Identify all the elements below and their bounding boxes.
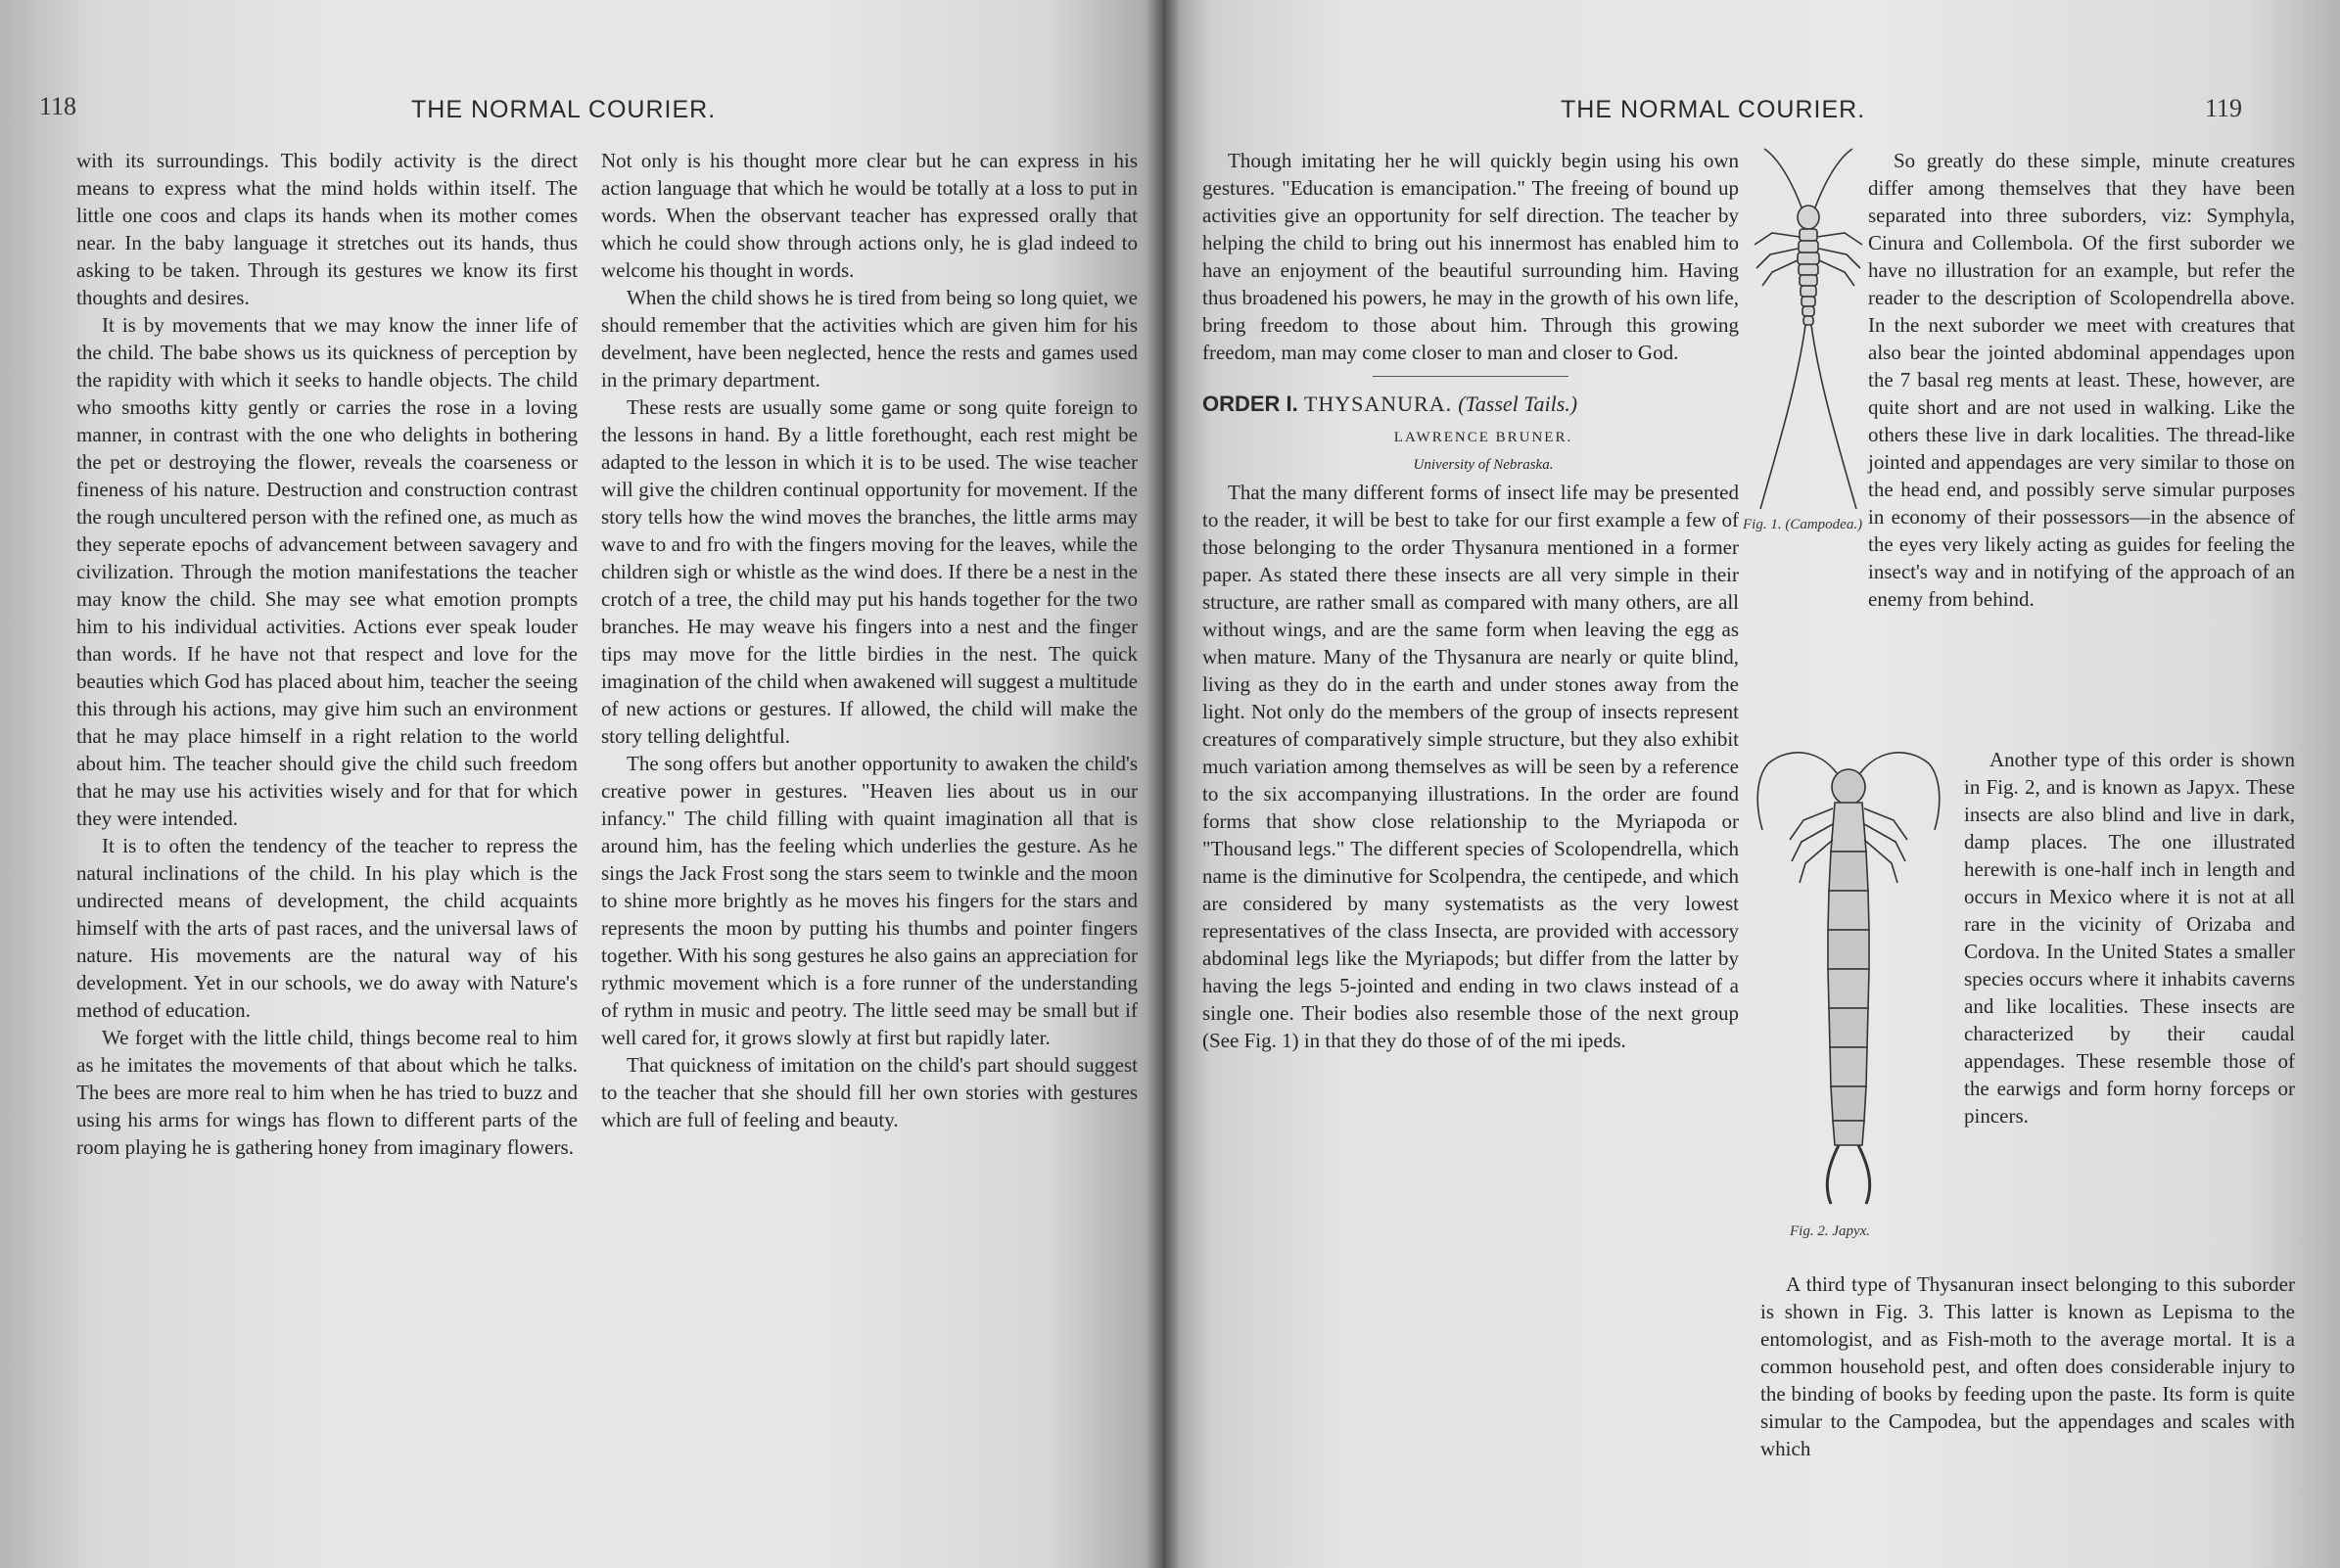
japyx-illustration	[1751, 744, 1946, 1233]
page-number: 118	[39, 92, 77, 120]
left-page	[0, 0, 1163, 1568]
right-column-2-mid	[1964, 746, 2295, 1130]
left-column-1	[76, 147, 578, 1161]
article-common-name: (Tassel Tails.)	[1458, 392, 1578, 416]
paragraph: We forget with the little child, things become real to him as he imitates the movements of that about which he talks. The bees are more real to him when he has tried to buzz and using his arms for wings has flown to different parts of the room playing he is gathering honey from imaginary flowers.	[76, 1026, 578, 1159]
campodea-illustration	[1751, 147, 1868, 519]
figure-1-caption: Fig. 1. (Campodea.)	[1743, 517, 1863, 532]
paragraph: Another type of this order is shown in Fig. 2, and is known as Japyx. These insects are also blind and live in dark, damp places. The one illustrated herewith is one-half inch in length and occurs in Mexico where it is not at all rare in the vicinity of Orizaba and Cordova. In the United States a smaller species occurs where it inhabits caverns and like localities. These insects are characterized by their caudal appendages. These resemble those of the earwigs and form horny forceps or pincers.	[1964, 748, 2295, 1128]
paragraph: That the many different forms of insect life may be presented to the reader, it will be best to take for our first example a few of those belonging to the order Thysanura mentioned in a former paper. As stated there these insects are all very simple in their structure, are rather small as compared with many others, are all without wings, and are the same form when leaving the egg as when mature. Many of the Thysanura are nearly or quite blind, living as they do in the earth and under stones away from the light. Not only do the members of the group of insects represent creatures of comparatively simple structure, but they also exhibit much variation among themselves as will be seen by a reference to the six accompanying illustrations. In the order are found forms that show close relationship to the Myriapoda or "Thousand legs." The different species of Scolopendrella, which name is the diminutive for Scolpendra, the centipede, and which are considered by many systematists as the very lowest representatives of the class Insecta, are provided with accessory abdominal legs like the Myriapods; but differ from the latter by having the legs 5-jointed and ending in two claws instead of a single one. Their bodies also resemble those of the next group (See Fig. 1) in that they do those of of the mi ipeds.	[1202, 481, 1739, 1052]
paragraph: So greatly do these simple, minute creatures differ among themselves that they have been separated into three suborders, viz: Symphyla, Cinura and Collembola. Of the first suborder we have no illustration for an example, but refer the reader to the description of Scolopendrella above. In the next suborder we meet with creatures that also bear the jointed abdominal appendages upon the 7 basal reg ments at least. These, however, are quite short and are not used in walking. Like the others these live in dark localities. The thread-like jointed and appendages are very similar to those on the head end, and possibly serve simular purposes in economy of their possessors—in the absence of the eyes very likely acting as guides for feeling the insect's way and in notifying of the approach of an enemy from behind.	[1868, 149, 2295, 611]
book-gutter	[1146, 0, 1181, 1568]
article-author: LAWRENCE BRUNER.	[1393, 430, 1573, 445]
article-title: THYSANURA.	[1303, 392, 1453, 416]
right-page	[1163, 0, 2340, 1568]
running-head: THE NORMAL COURIER.	[411, 96, 717, 123]
paragraph: These rests are usually some game or song quite foreign to the lessons in hand. By a little forethought, each rest might be adapted to the lesson in which it is to be used. The wise teacher will give the children continual opportunity for movement. If the story tells how the wind moves the branches, the little arms may wave to and fro with the fingers moving for the leaves, while the children sigh or whistle as the wind does. If there be a nest in the crotch of a tree, the child may put his hands together for the two branches. He may weave his fingers into a nest and the finger tips may move for the little birdies in the nest. The quick imagination of the child when awakened will suggest a multitude of new actions or gestures. If allowed, the child will make the story telling delightful.	[601, 395, 1138, 748]
figure-2-caption: Fig. 2. Japyx.	[1790, 1223, 1871, 1239]
right-column-1	[1202, 147, 1739, 1054]
paragraph: A third type of Thysanuran insect belonging to this suborder is shown in Fig. 3. This latter is known as Lepisma to the entomologist, and as Fish-moth to the average mortal. It is a common household pest, and often does considerable injury to the binding of books by feeding upon the paste. Its form is quite simular to the Campodea, but the appendages and scales with which	[1760, 1272, 2295, 1460]
paragraph: The song offers but another opportunity to awaken the child's creative power in gestures. "Heaven lies about us in our infancy." The child filling with quaint imagination all that is around him, has the feeling which underlies the gesture. As he sings the Jack Frost song the stars seem to twinkle and the moon to shine more brightly as he moves his fingers for the stars and represents the moon by putting his thumbs and pointer fingers together. With his song gestures he also gains an appreciation for rythmic movement which is a fore runner of the understanding of rythm in music and peotry. The little seed may be small but if well cared for, it grows slowly at first but rapidly later.	[601, 752, 1138, 1049]
article-affiliation: University of Nebraska.	[1413, 457, 1554, 473]
left-column-2	[601, 147, 1138, 1133]
paragraph: Not only is his thought more clear but he can express in his action language that which he would be totally at a loss to put in words. When the observant teacher has expressed orally that which he could show through actions only, he is glad indeed to welcome his thought in words.	[601, 149, 1138, 282]
divider-rule	[1373, 376, 1568, 377]
article-order: ORDER I.	[1202, 392, 1298, 416]
paragraph: It is by movements that we may know the inner life of the child. The babe shows us its quickness of perception by the rapidity with which it seeks to handle objects. The child who smooths kitty gently or carries the rose in a loving manner, in contrast with the one who delights in bothering the pet or destroying the flower, reveals the coarseness or fineness of his nature. Destruction and construction contrast the rough uncultered person with the refined one, as much as they seperate epochs of advancement between savagery and civilization. Through the motion manifestations the teacher may know the child. She may see what emotion prompts him to his individual activities. Actions ever speak louder than words. If he have not that respect and love for the beauties which God has placed about him, teacher the seeing this through his actions, may give him such an environment that he may place himself in a right relation to the world about him. The teacher should give the child such freedom that he may use his activities wisely and for that for which they were intended.	[76, 313, 578, 830]
article-heading	[1202, 391, 1739, 418]
right-column-2-top	[1868, 147, 2295, 613]
paragraph: It is to often the tendency of the teacher to repress the natural inclinations of the child. In his play which is the undirected means of development, the child acquaints himself with the arts of past races, and the universal laws of nature. His movements are the natural way of his development. Yet in our schools, we do away with Nature's method of education.	[76, 834, 578, 1022]
running-head: THE NORMAL COURIER.	[1561, 96, 1866, 123]
paragraph: with its surroundings. This bodily activity is the direct means to express what the mind holds within itself. The little one coos and claps its hands when its mother comes near. In the baby language it stretches out its hands, thus asking to be taken. Through its gestures we know its first thoughts and desires.	[76, 149, 578, 309]
page-number: 119	[2205, 94, 2243, 122]
right-column-2-bottom	[1760, 1270, 2295, 1462]
paragraph: Though imitating her he will quickly begin using his own gestures. "Education is emancipation." The freeing of bound up activities give an opportunity for self direction. The teacher by helping the child to bring out his innermost has enabled him to have an enjoyment of the beautiful surrounding him. Having thus broadened his powers, he may in the growth of his own life, bring freedom to those about him. Through this growing freedom, man may come closer to man and closer to God.	[1202, 149, 1739, 364]
paragraph: When the child shows he is tired from being so long quiet, we should remember that the activities which are given him for his develment, have been neglected, hence the rests and games used in the primary department.	[601, 286, 1138, 392]
paragraph: That quickness of imitation on the child's part should suggest to the teacher that she should fill her own stories with gestures which are full of feeling and beauty.	[601, 1053, 1138, 1131]
